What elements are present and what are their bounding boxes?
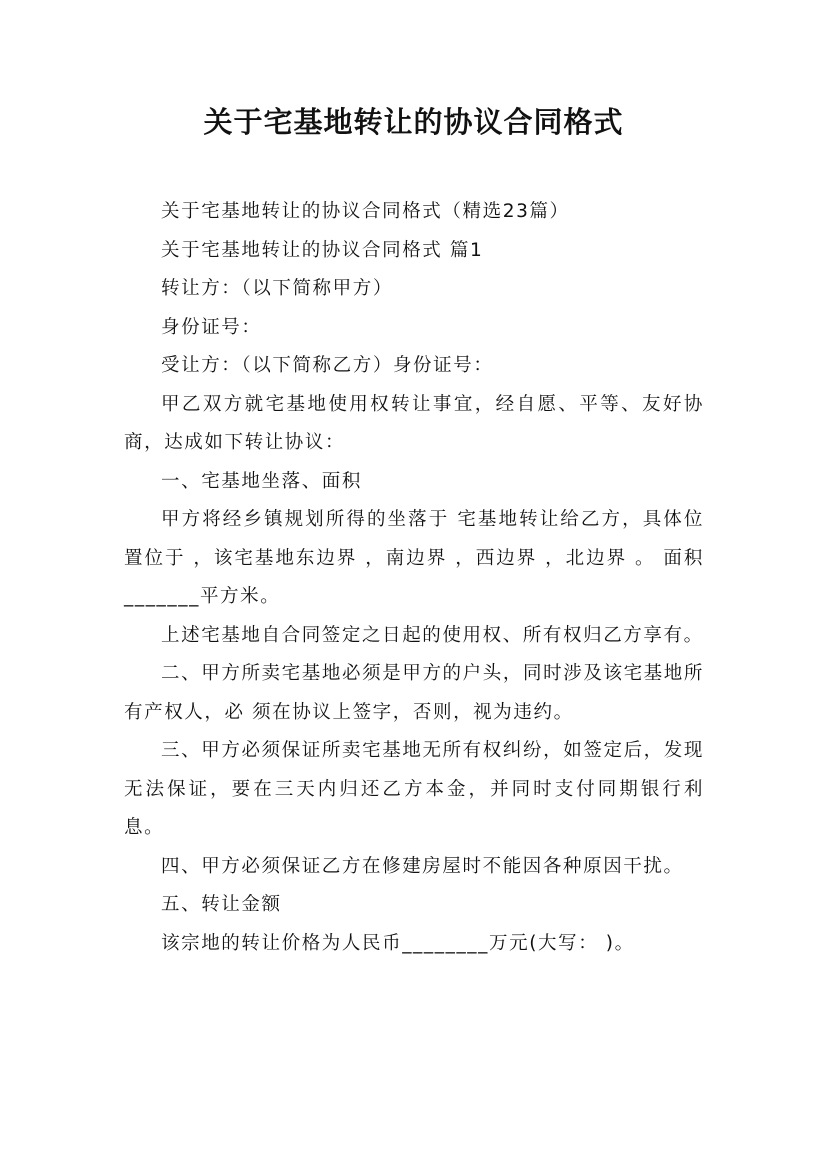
paragraph-transferor: 转让方：（以下简称甲方） xyxy=(161,278,393,299)
paragraph-clause-1-body: 甲方将经乡镇规划所得的坐落于 宅基地转让给乙方，具体位置位于 ，该宅基地东边界 ，南边界 ，西边界 ，北边界 。 面积_______平方米。 xyxy=(124,509,704,607)
paragraph-preamble: 甲乙双方就宅基地使用权转让事宜，经自愿、平等、友好协商，达成如下转让协议： xyxy=(124,393,704,453)
document-title: 关于宅基地转让的协议合同格式 xyxy=(203,105,624,139)
paragraph-section-heading: 关于宅基地转让的协议合同格式 篇1 xyxy=(161,239,484,261)
paragraph-clause-3: 三、甲方必须保证所卖宅基地无所有权纠纷，如签定后，发现无法保证，要在三天内归还乙方本金，并同时支付同期银行利息。 xyxy=(124,740,704,838)
paragraph-clause-1-heading: 一、宅基地坐落、面积 xyxy=(161,470,363,492)
paragraph-subtitle: 关于宅基地转让的协议合同格式（精选23篇） xyxy=(161,201,570,222)
document-body xyxy=(124,193,704,963)
paragraph-clause-4: 四、甲方必须保证乙方在修建房屋时不能因各种原因干扰。 xyxy=(161,855,684,877)
paragraph-clause-5-heading: 五、转让金额 xyxy=(161,894,282,915)
paragraph-transferee: 受让方：（以下简称乙方）身份证号： xyxy=(161,355,494,376)
paragraph-clause-2: 二、甲方所卖宅基地必须是甲方的户头，同时涉及该宅基地所有产权人，必 须在协议上签字，否则，视为违约。 xyxy=(124,663,704,723)
paragraph-clause-1-rights: 上述宅基地自合同签定之日起的使用权、所有权归乙方享有。 xyxy=(161,624,704,646)
paragraph-clause-5-price: 该宗地的转让价格为人民币________万元(大写： )。 xyxy=(161,932,635,954)
paragraph-id-number: 身份证号： xyxy=(161,316,262,338)
